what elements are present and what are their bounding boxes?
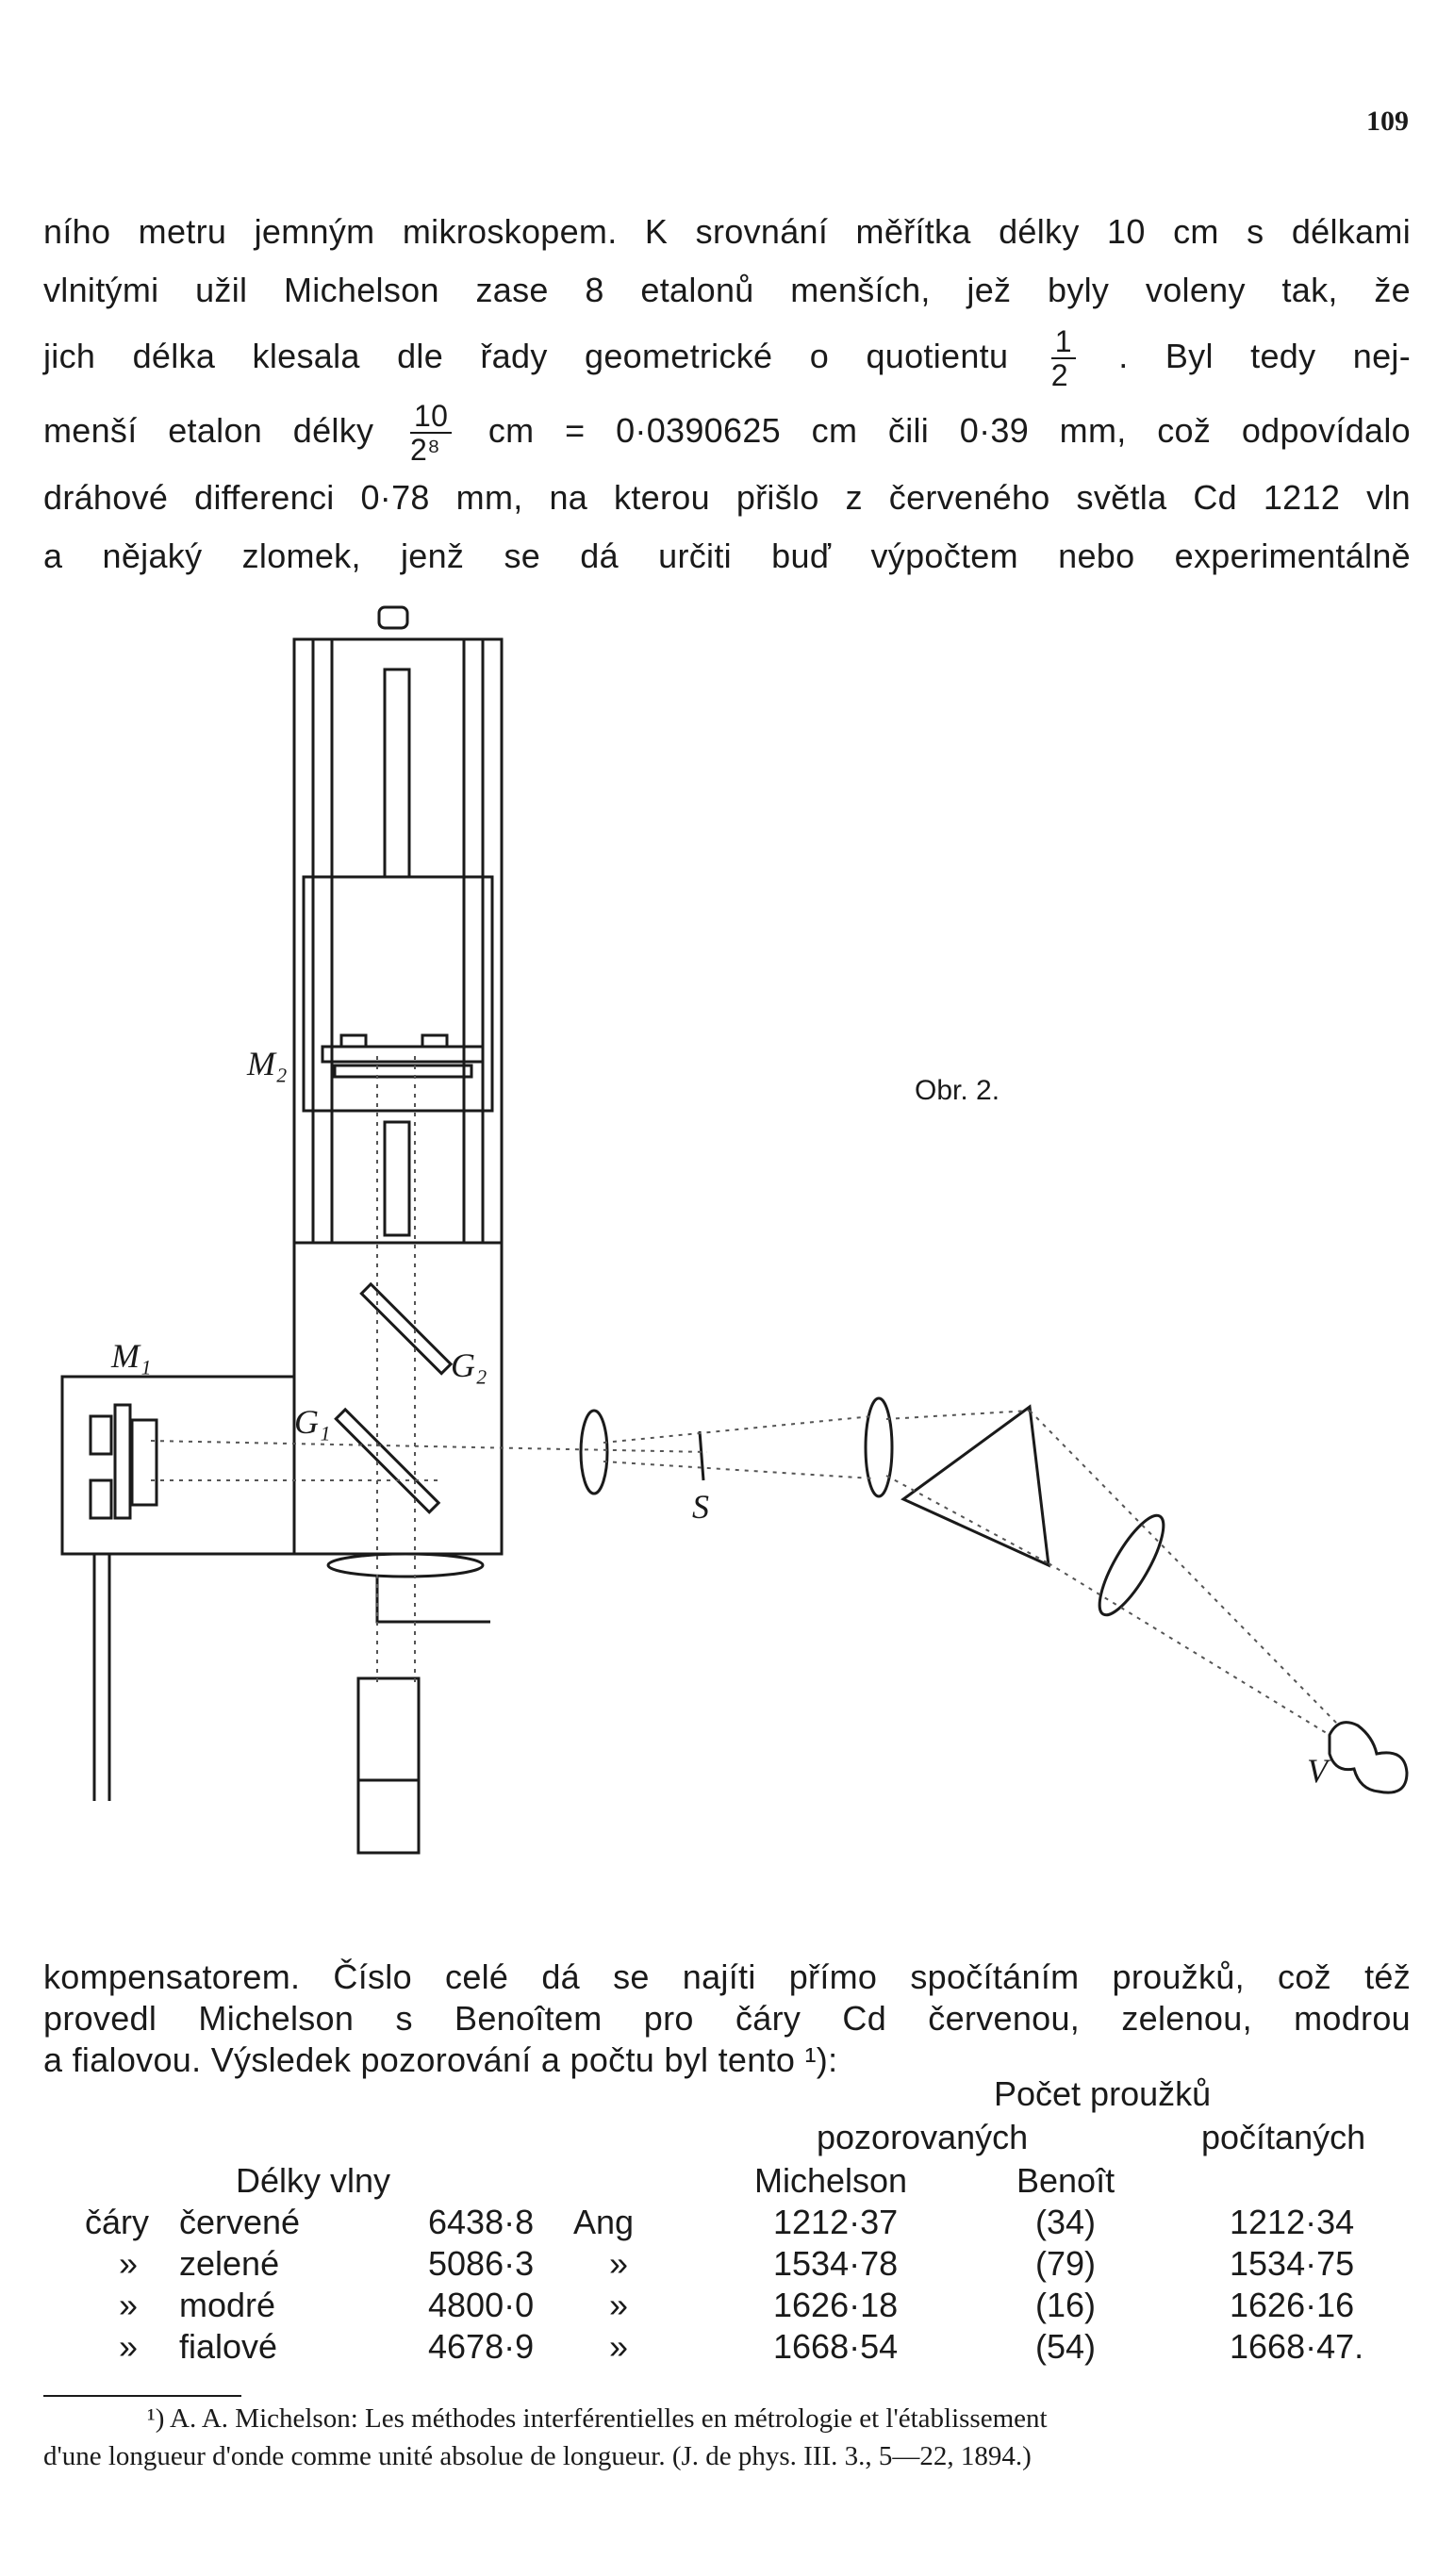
- fraction-numerator: 10: [410, 400, 452, 434]
- page-number: 109: [1366, 106, 1409, 137]
- table-row: [43, 2327, 1411, 2369]
- lens-3: [1088, 1508, 1174, 1623]
- mirror-m2: [322, 1047, 483, 1062]
- base-housing: [294, 1243, 502, 1554]
- text-line: a fialovou. Výsledek pozorování a počtu byl tento ¹):: [43, 2040, 838, 2079]
- text-fragment: jich délka klesala dle řady geometrické o quotientu: [43, 337, 1009, 375]
- header-pozorovanych: pozorovaných: [817, 2118, 1029, 2156]
- lamp: [1330, 1723, 1407, 1792]
- header-michelson: Michelson: [754, 2161, 908, 2200]
- cell-unit: »: [609, 2327, 629, 2366]
- text-line: ního metru jemným mikroskopem. K srovnání měřítka délky 10 cm s délkami: [43, 212, 1411, 251]
- lens-2: [866, 1398, 892, 1496]
- figure-caption: Obr. 2.: [915, 1075, 1000, 1106]
- carriage-housing: [294, 639, 502, 1243]
- cell-michelson: 1212·37: [773, 2203, 899, 2241]
- footnote: [43, 2400, 1411, 2475]
- table-row: [43, 2203, 1411, 2244]
- cell-prefix: »: [119, 2244, 139, 2283]
- cell-benoit: (54): [1035, 2327, 1097, 2366]
- header-delky: Délky vlny: [236, 2161, 391, 2200]
- cell-michelson: 1534·78: [773, 2244, 899, 2283]
- mirror-m1: [115, 1405, 130, 1518]
- interferometer-diagram: [0, 603, 1454, 1942]
- cell-benoit: (79): [1035, 2244, 1097, 2283]
- text-fragment: . Byl tedy nej-: [1118, 337, 1412, 375]
- cell-color: fialové: [179, 2327, 278, 2366]
- lens-1: [581, 1411, 607, 1494]
- text-line: dráhové differenci 0·78 mm, na kterou přišlo z červeného světla Cd 1212 vln: [43, 478, 1411, 517]
- cell-wavelength: 4678·9: [428, 2327, 535, 2366]
- cell-benoit: (34): [1035, 2203, 1097, 2241]
- cell-color: modré: [179, 2286, 276, 2324]
- fraction: [1051, 325, 1076, 391]
- table-row: [43, 2244, 1411, 2286]
- header-pocitanych: počítaných: [1201, 2118, 1366, 2156]
- cell-wavelength: 5086·3: [428, 2244, 535, 2283]
- label-g1: G₁: [294, 1403, 331, 1441]
- label-v: V: [1307, 1752, 1328, 1790]
- cell-computed: 1534·75: [1230, 2244, 1355, 2283]
- lead-screw: [385, 669, 409, 877]
- prism: [903, 1407, 1049, 1565]
- cell-color: zelené: [179, 2244, 280, 2283]
- cell-unit: »: [609, 2286, 629, 2324]
- plate-g2: [361, 1284, 451, 1374]
- header-pocet: Počet proužků: [994, 2074, 1212, 2113]
- cell-michelson: 1626·18: [773, 2286, 899, 2324]
- telescope-eyepiece: [358, 1678, 419, 1853]
- text-line: kompensatorem. Číslo celé dá se najíti přímo spočítáním proužků, což též: [43, 1957, 1411, 1996]
- cell-prefix: »: [119, 2286, 139, 2324]
- fraction-numerator: 1: [1051, 325, 1076, 359]
- text-fragment: cm = 0·0390625 cm čili 0·39 mm, což odpovídalo: [487, 411, 1411, 450]
- adjustment-knob: [379, 607, 407, 628]
- side-arm: [62, 1377, 294, 1554]
- header-benoit: Benoît: [1016, 2161, 1115, 2200]
- cell-prefix: čáry: [85, 2203, 150, 2241]
- slit: [700, 1431, 703, 1480]
- text-fragment: menší etalon délky: [43, 411, 374, 450]
- cell-wavelength: 4800·0: [428, 2286, 535, 2324]
- label-m1: M₁: [111, 1337, 152, 1375]
- table-row: [43, 2286, 1411, 2327]
- text-line: vlnitými užil Michelson zase 8 etalonů menších, jež byly voleny tak, že: [43, 271, 1411, 309]
- label-s: S: [692, 1488, 709, 1526]
- interferometer-figure: [0, 603, 1454, 1942]
- footnote-line: d'une longueur d'onde comme unité absolue de longueur. (J. de phys. III. 3., 5—22, 1894.): [43, 2441, 1032, 2471]
- fraction: [410, 400, 452, 466]
- label-g2: G₂: [451, 1346, 487, 1384]
- label-m2: M₂: [247, 1045, 288, 1082]
- cell-computed: 1626·16: [1230, 2286, 1355, 2324]
- cell-color: červené: [179, 2203, 301, 2241]
- cell-prefix: »: [119, 2327, 139, 2366]
- plate-g1: [336, 1410, 438, 1512]
- text-line: [43, 320, 1411, 393]
- text-line: provedl Michelson s Benoîtem pro čáry Cd červenou, zelenou, modrou: [43, 1999, 1411, 2038]
- cell-wavelength: 6438·8: [428, 2203, 535, 2241]
- cell-benoit: (16): [1035, 2286, 1097, 2324]
- fraction-denominator: 2: [1050, 358, 1068, 393]
- cell-michelson: 1668·54: [773, 2327, 899, 2366]
- cell-unit: Ang: [573, 2203, 635, 2241]
- cell-computed: 1668·47.: [1230, 2327, 1364, 2366]
- text-line: [43, 393, 1411, 469]
- paragraph-bottom: [43, 1957, 1411, 2081]
- cell-unit: »: [609, 2244, 629, 2283]
- paragraph-top: [43, 203, 1411, 586]
- cell-computed: 1212·34: [1230, 2203, 1355, 2241]
- footnote-divider: [43, 2395, 241, 2397]
- fraction-denominator: 2⁸: [409, 433, 440, 468]
- footnote-line: ¹) A. A. Michelson: Les méthodes interférentielles en métrologie et l'établissement: [147, 2403, 1048, 2434]
- text-line: a nějaký zlomek, jenž se dá určiti buď výpočtem nebo experimentálně: [43, 537, 1411, 575]
